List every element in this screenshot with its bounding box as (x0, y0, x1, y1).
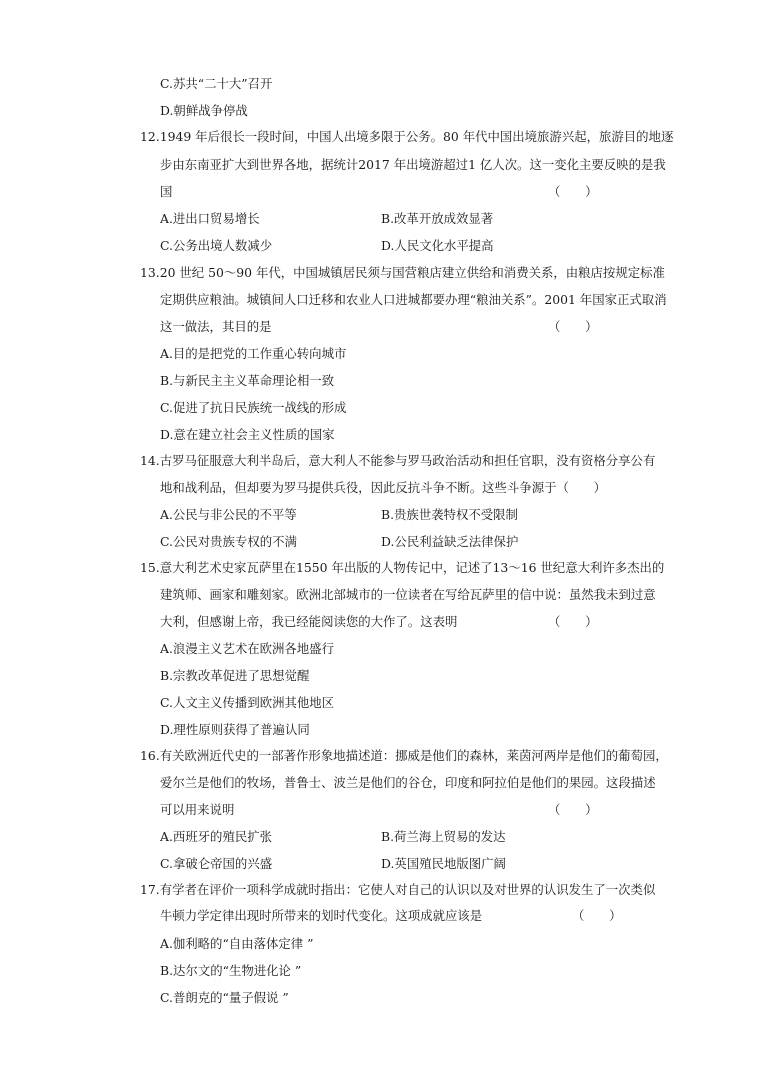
q16-answer-blank: （ ） (548, 802, 598, 817)
q12-option-b: B.改革开放成效显著 (381, 211, 494, 226)
q11-option-c: C.苏共“二十大”召开 (160, 76, 273, 91)
q13-stem-line-2: 定期供应粮油。城镇间人口迁移和农业人口进城都要办理“粮油关系”。2001 年国家正式取消 (160, 292, 667, 307)
q12-option-c: C.公务出境人数减少 (160, 238, 273, 253)
q17-option-a: A.伽利略的“自由落体定律 ” (160, 936, 314, 951)
q13-answer-blank: （ ） (548, 319, 598, 334)
q13-option-c: C.促进了抗日民族统一战线的形成 (160, 400, 347, 415)
q12-stem-line-2: 步由东南亚扩大到世界各地，据统计2017 年出境游超过1 亿人次。这一变化主要反映的是我 (160, 157, 666, 172)
q14-stem-line-2: 地和战利品，但却要为罗马提供兵役，因此反抗斗争不断。这些斗争源于（ ） (160, 480, 607, 495)
q12-option-d: D.人民文化水平提高 (381, 238, 494, 253)
q16-option-a: A.西班牙的殖民扩张 (160, 829, 273, 844)
q16-option-c: C.拿破仑帝国的兴盛 (160, 856, 273, 871)
q17-stem-line-1: 17.有学者在评价一项科学成就时指出：它使人对自己的认识以及对世界的认识发生了一次类似 (140, 882, 656, 897)
q15-option-a: A.浪漫主义艺术在欧洲各地盛行 (160, 641, 334, 656)
q15-stem-line-1: 15.意大利艺术史家瓦萨里在1550 年出版的人物传记中，记述了13～16 世纪意大利许多杰出的 (140, 560, 665, 575)
q14-stem-line-1: 14.古罗马征服意大利半岛后，意大利人不能参与罗马政治活动和担任官职，没有资格分享公有 (140, 453, 656, 468)
q12-stem-line-1: 12.1949 年后很长一段时间，中国人出境多限于公务。80 年代中国出境旅游兴起，旅游目的地逐 (140, 129, 674, 144)
q17-answer-blank: （ ） (572, 908, 622, 923)
q16-stem-line-1: 16.有关欧洲近代史的一部著作形象地描述道：挪威是他们的森林，莱茵河两岸是他们的葡萄园， (140, 748, 668, 763)
q12-option-a: A.进出口贸易增长 (160, 211, 260, 226)
q15-option-d: D.理性原则获得了普遍认同 (160, 722, 310, 737)
q16-option-b: B.荷兰海上贸易的发达 (381, 829, 506, 844)
q14-option-d: D.公民利益缺乏法律保护 (381, 534, 519, 549)
q17-option-b: B.达尔文的“生物进化论 ” (160, 963, 302, 978)
q14-option-c: C.公民对贵族专权的不满 (160, 534, 297, 549)
q15-stem-line-2: 建筑师、画家和雕刻家。欧洲北部城市的一位读者在写给瓦萨里的信中说：虽然我未到过意 (160, 587, 656, 602)
q14-option-b: B.贵族世袭特权不受限制 (381, 507, 518, 522)
q15-option-b: B.宗教改革促进了思想觉醒 (160, 668, 310, 683)
q13-option-b: B.与新民主主义革命理论相一致 (160, 373, 335, 388)
q17-stem-line-2: 牛顿力学定律出现时所带来的划时代变化。这项成就应该是 (160, 908, 483, 923)
q12-answer-blank: （ ） (548, 184, 598, 199)
q15-stem-line-3: 大利，但感谢上帝，我已经能阅读您的大作了。这表明 (160, 614, 458, 629)
q15-option-c: C.人文主义传播到欧洲其他地区 (160, 695, 335, 710)
q13-stem-line-3: 这一做法，其目的是 (160, 319, 272, 334)
q12-stem-line-3: 国 (160, 184, 173, 199)
q13-option-d: D.意在建立社会主义性质的国家 (160, 427, 335, 442)
q17-option-c: C.普朗克的“量子假说 ” (160, 990, 289, 1005)
q13-option-a: A.目的是把党的工作重心转向城市 (160, 346, 347, 361)
q16-stem-line-3: 可以用来说明 (160, 802, 235, 817)
q14-option-a: A.公民与非公民的不平等 (160, 507, 297, 522)
q15-answer-blank: （ ） (548, 614, 598, 629)
q11-option-d: D.朝鲜战争停战 (160, 103, 248, 118)
q16-stem-line-2: 爱尔兰是他们的牧场，普鲁士、波兰是他们的谷仓，印度和阿拉伯是他们的果园。这段描述 (160, 775, 656, 790)
q16-option-d: D.英国殖民地版图广阔 (381, 856, 506, 871)
q13-stem-line-1: 13.20 世纪 50～90 年代，中国城镇居民须与国营粮店建立供给和消费关系，由粮店按规定标准 (140, 265, 665, 280)
